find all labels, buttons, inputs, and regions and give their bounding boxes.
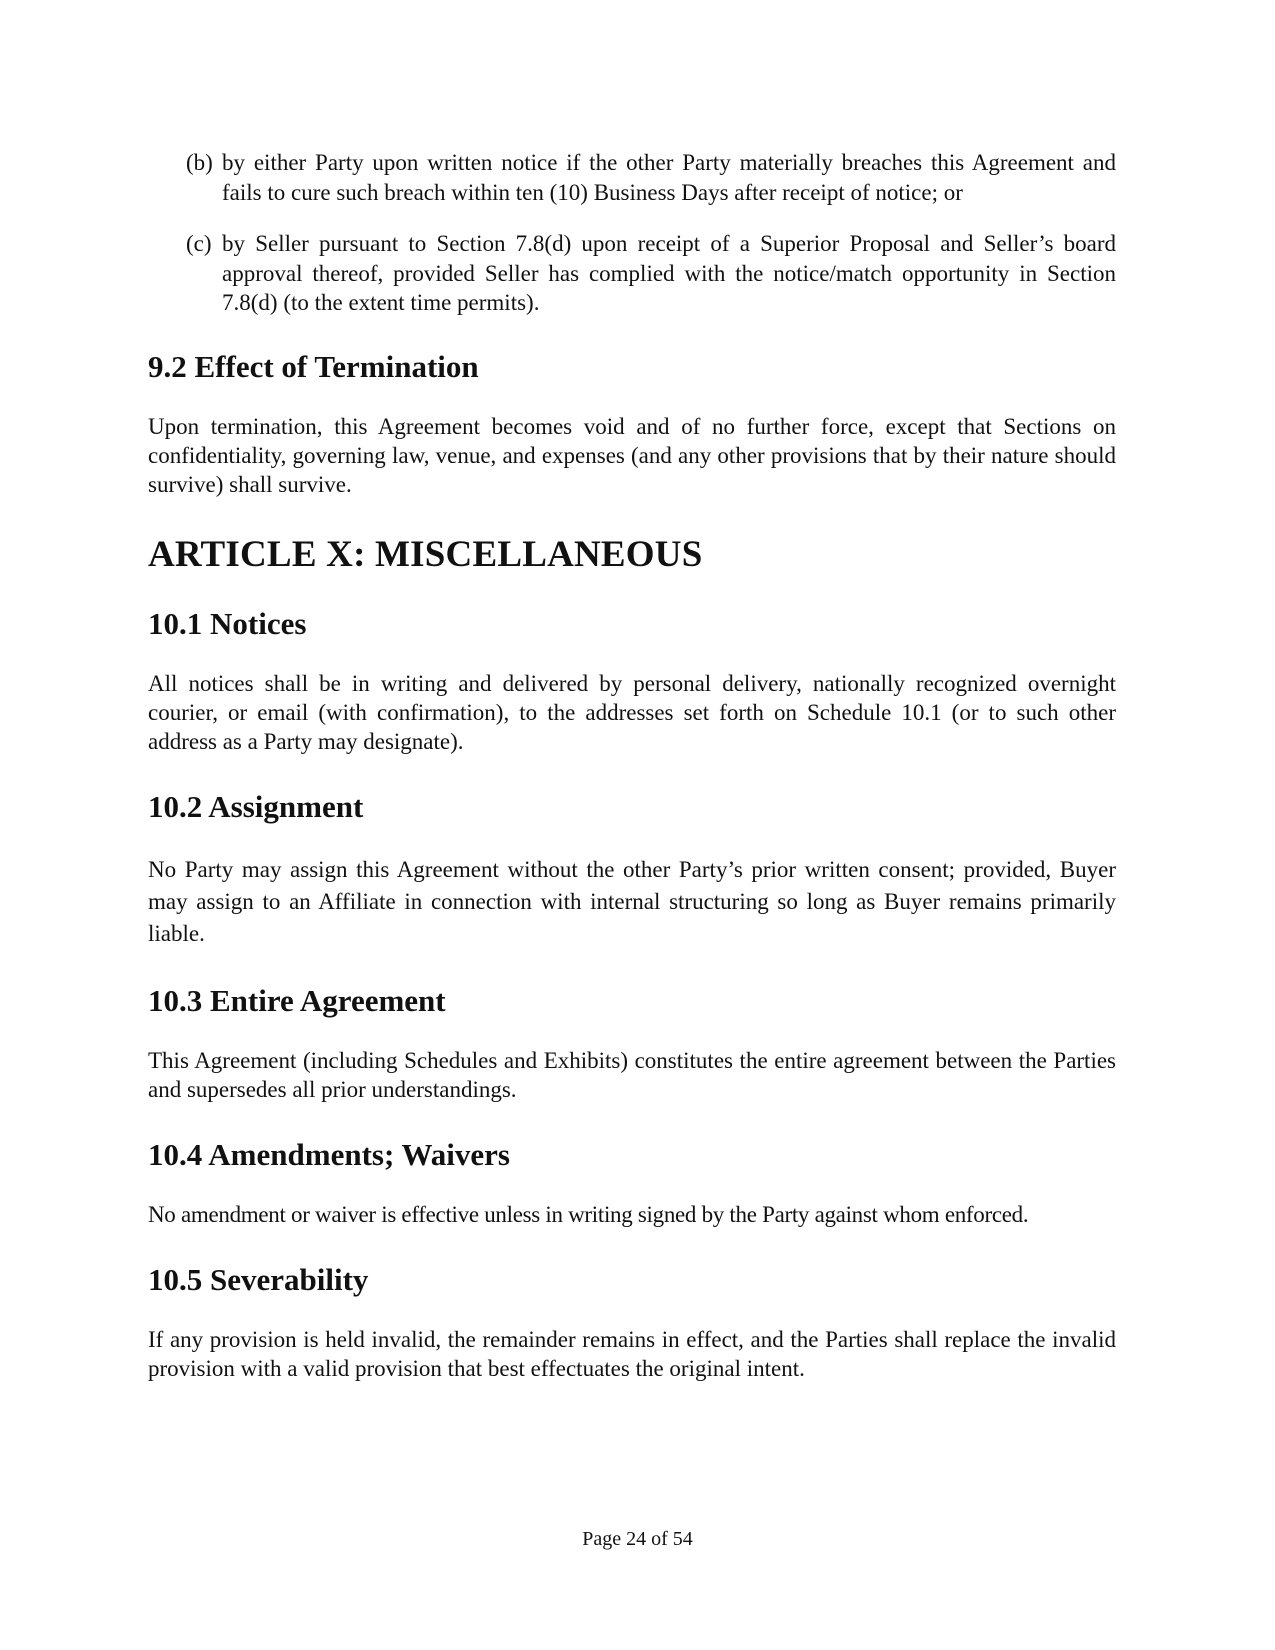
- section-text-10-1: All notices shall be in writing and delivered by personal delivery, nationally recognized overnight courier, or email (with confirmation), to the addresses set forth on Schedule 10.1 (or to such other address as a Party may designate).: [148, 670, 1116, 754]
- list-marker: (c): [186, 231, 212, 256]
- list-item-text: by either Party upon written notice if the other Party materially breaches this Agreement and fails to cure such breach within ten (10) Business Days after receipt of notice; or: [222, 150, 1116, 205]
- list-marker: (b): [186, 150, 213, 175]
- section-heading-10-3: 10.3 Entire Agreement: [148, 982, 446, 1018]
- section-text-10-3: This Agreement (including Schedules and Exhibits) constitutes the entire agreement between the Parties and supersedes all prior understandings.: [148, 1047, 1116, 1102]
- list-item-text: by Seller pursuant to Section 7.8(d) upon receipt of a Superior Proposal and Seller’s board approval thereof, provided Seller has complied with the notice/match opportunity in Section 7.8(d) (to the extent time permits).: [222, 231, 1116, 315]
- list-item-b: [148, 148, 1116, 207]
- section-heading-10-2: 10.2 Assignment: [148, 788, 364, 824]
- section-text-9-2: Upon termination, this Agreement becomes void and of no further force, except that Sections on confidentiality, governing law, venue, and expenses (and any other provisions that by their nature should survive) shall survive.: [148, 413, 1116, 497]
- section-text-10-4: No amendment or waiver is effective unless in writing signed by the Party against whom enforced.: [148, 1201, 1029, 1227]
- list-item-c: [148, 229, 1116, 318]
- article-heading: ARTICLE X: MISCELLANEOUS: [148, 533, 703, 575]
- section-text-10-2: No Party may assign this Agreement without the other Party’s prior written consent; provided, Buyer may assign to an Affiliate in connection with internal structuring so long as Buyer remains primarily liable.: [148, 856, 1116, 946]
- section-heading-10-1: 10.1 Notices: [148, 605, 307, 641]
- section-heading-9-2: 9.2 Effect of Termination: [148, 348, 479, 384]
- section-heading-10-4: 10.4 Amendments; Waivers: [148, 1136, 510, 1172]
- page-content: [148, 148, 1116, 1383]
- section-text-10-5: If any provision is held invalid, the remainder remains in effect, and the Parties shall replace the invalid provision with a valid provision that best effectuates the original intent.: [148, 1326, 1116, 1381]
- page-number: Page 24 of 54: [582, 1528, 693, 1550]
- section-heading-10-5: 10.5 Severability: [148, 1261, 369, 1297]
